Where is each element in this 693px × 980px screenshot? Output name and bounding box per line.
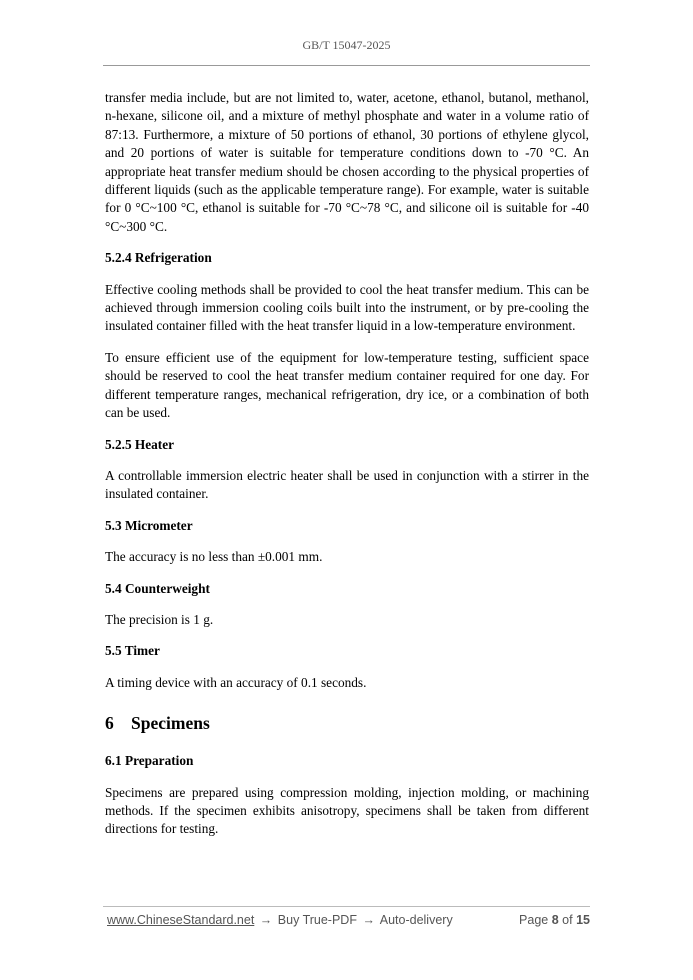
footer-divider (103, 906, 590, 907)
paragraph-counterweight: The precision is 1 g. (105, 611, 214, 627)
heading-5-5: 5.5 Timer (105, 643, 160, 659)
running-header: GB/T 15047-2025 (302, 38, 391, 52)
site-link[interactable]: www.ChineseStandard.net (107, 913, 255, 927)
heading-6-title: Specimens (131, 713, 210, 734)
paragraph-preparation: Specimens are prepared using compression molding, injection molding, or machining methods. If the specimen exhibits anisotropy, specimens shall be taken from different directions for testing. (105, 784, 589, 837)
heading-6 (105, 712, 589, 734)
heading-5-3: 5.3 Micrometer (105, 517, 193, 533)
heading-5-2-4: 5.2.4 Refrigeration (105, 250, 212, 266)
paragraph-refrigeration-2: To ensure efficient use of the equipment for low-temperature testing, sufficient space should be reserved to cool the heat transfer medium container required for one day. For different temperature ranges, mechanical refrigeration, dry ice, or a combination of both can be used. (105, 349, 589, 421)
arrow-right-icon: → (259, 913, 273, 927)
footer-links (107, 913, 453, 927)
paragraph-refrigeration-1: Effective cooling methods shall be provided to cool the heat transfer medium. This can be achieved through immersion cooling coils built into the instrument, or by pre-cooling the insulated container filled with the heat transfer liquid in a low-temperature environment. (105, 281, 589, 334)
heading-6-number: 6 (105, 713, 114, 734)
header-divider (103, 65, 590, 66)
heading-5-2-5: 5.2.5 Heater (105, 436, 175, 452)
paragraph-heater: A controllable immersion electric heater shall be used in conjunction with a stirrer in the insulated container. (105, 467, 589, 502)
buy-pdf-label: Buy True-PDF (277, 913, 357, 927)
page-number (519, 913, 590, 927)
paragraph-timer: A timing device with an accuracy of 0.1 seconds. (105, 674, 367, 690)
page-body (105, 89, 589, 839)
page-current: 8 (551, 913, 559, 927)
heading-6-1: 6.1 Preparation (105, 753, 194, 769)
page-word: Page (519, 913, 549, 927)
page-footer (107, 913, 590, 927)
heading-5-4: 5.4 Counterweight (105, 580, 210, 596)
paragraph-heat-transfer-media: transfer media include, but are not limited to, water, acetone, ethanol, butanol, methanol, n-hexane, silicone oil, and a mixture of methyl phosphate and water in a volume ratio of 87:13. Furthermore, a mixture of 50 portions of ethanol, 30 portions of ethylene glycol, and 20 portions of water is suitable for temperature conditions down to -70 °C. An appropriate heat transfer medium should be chosen according to the physical properties of different liquids (such as the applicable temperature range). For example, water is suitable for 0 °C~100 °C, ethanol is suitable for -70 °C~78 °C, and silicone oil is suitable for -40 °C~300 °C. (105, 90, 589, 234)
auto-delivery-label: Auto-delivery (379, 913, 453, 927)
page-total: 15 (576, 913, 590, 927)
paragraph-micrometer: The accuracy is no less than ±0.001 mm. (105, 549, 323, 565)
arrow-right-icon: → (362, 913, 375, 927)
page-of: of (562, 913, 573, 927)
